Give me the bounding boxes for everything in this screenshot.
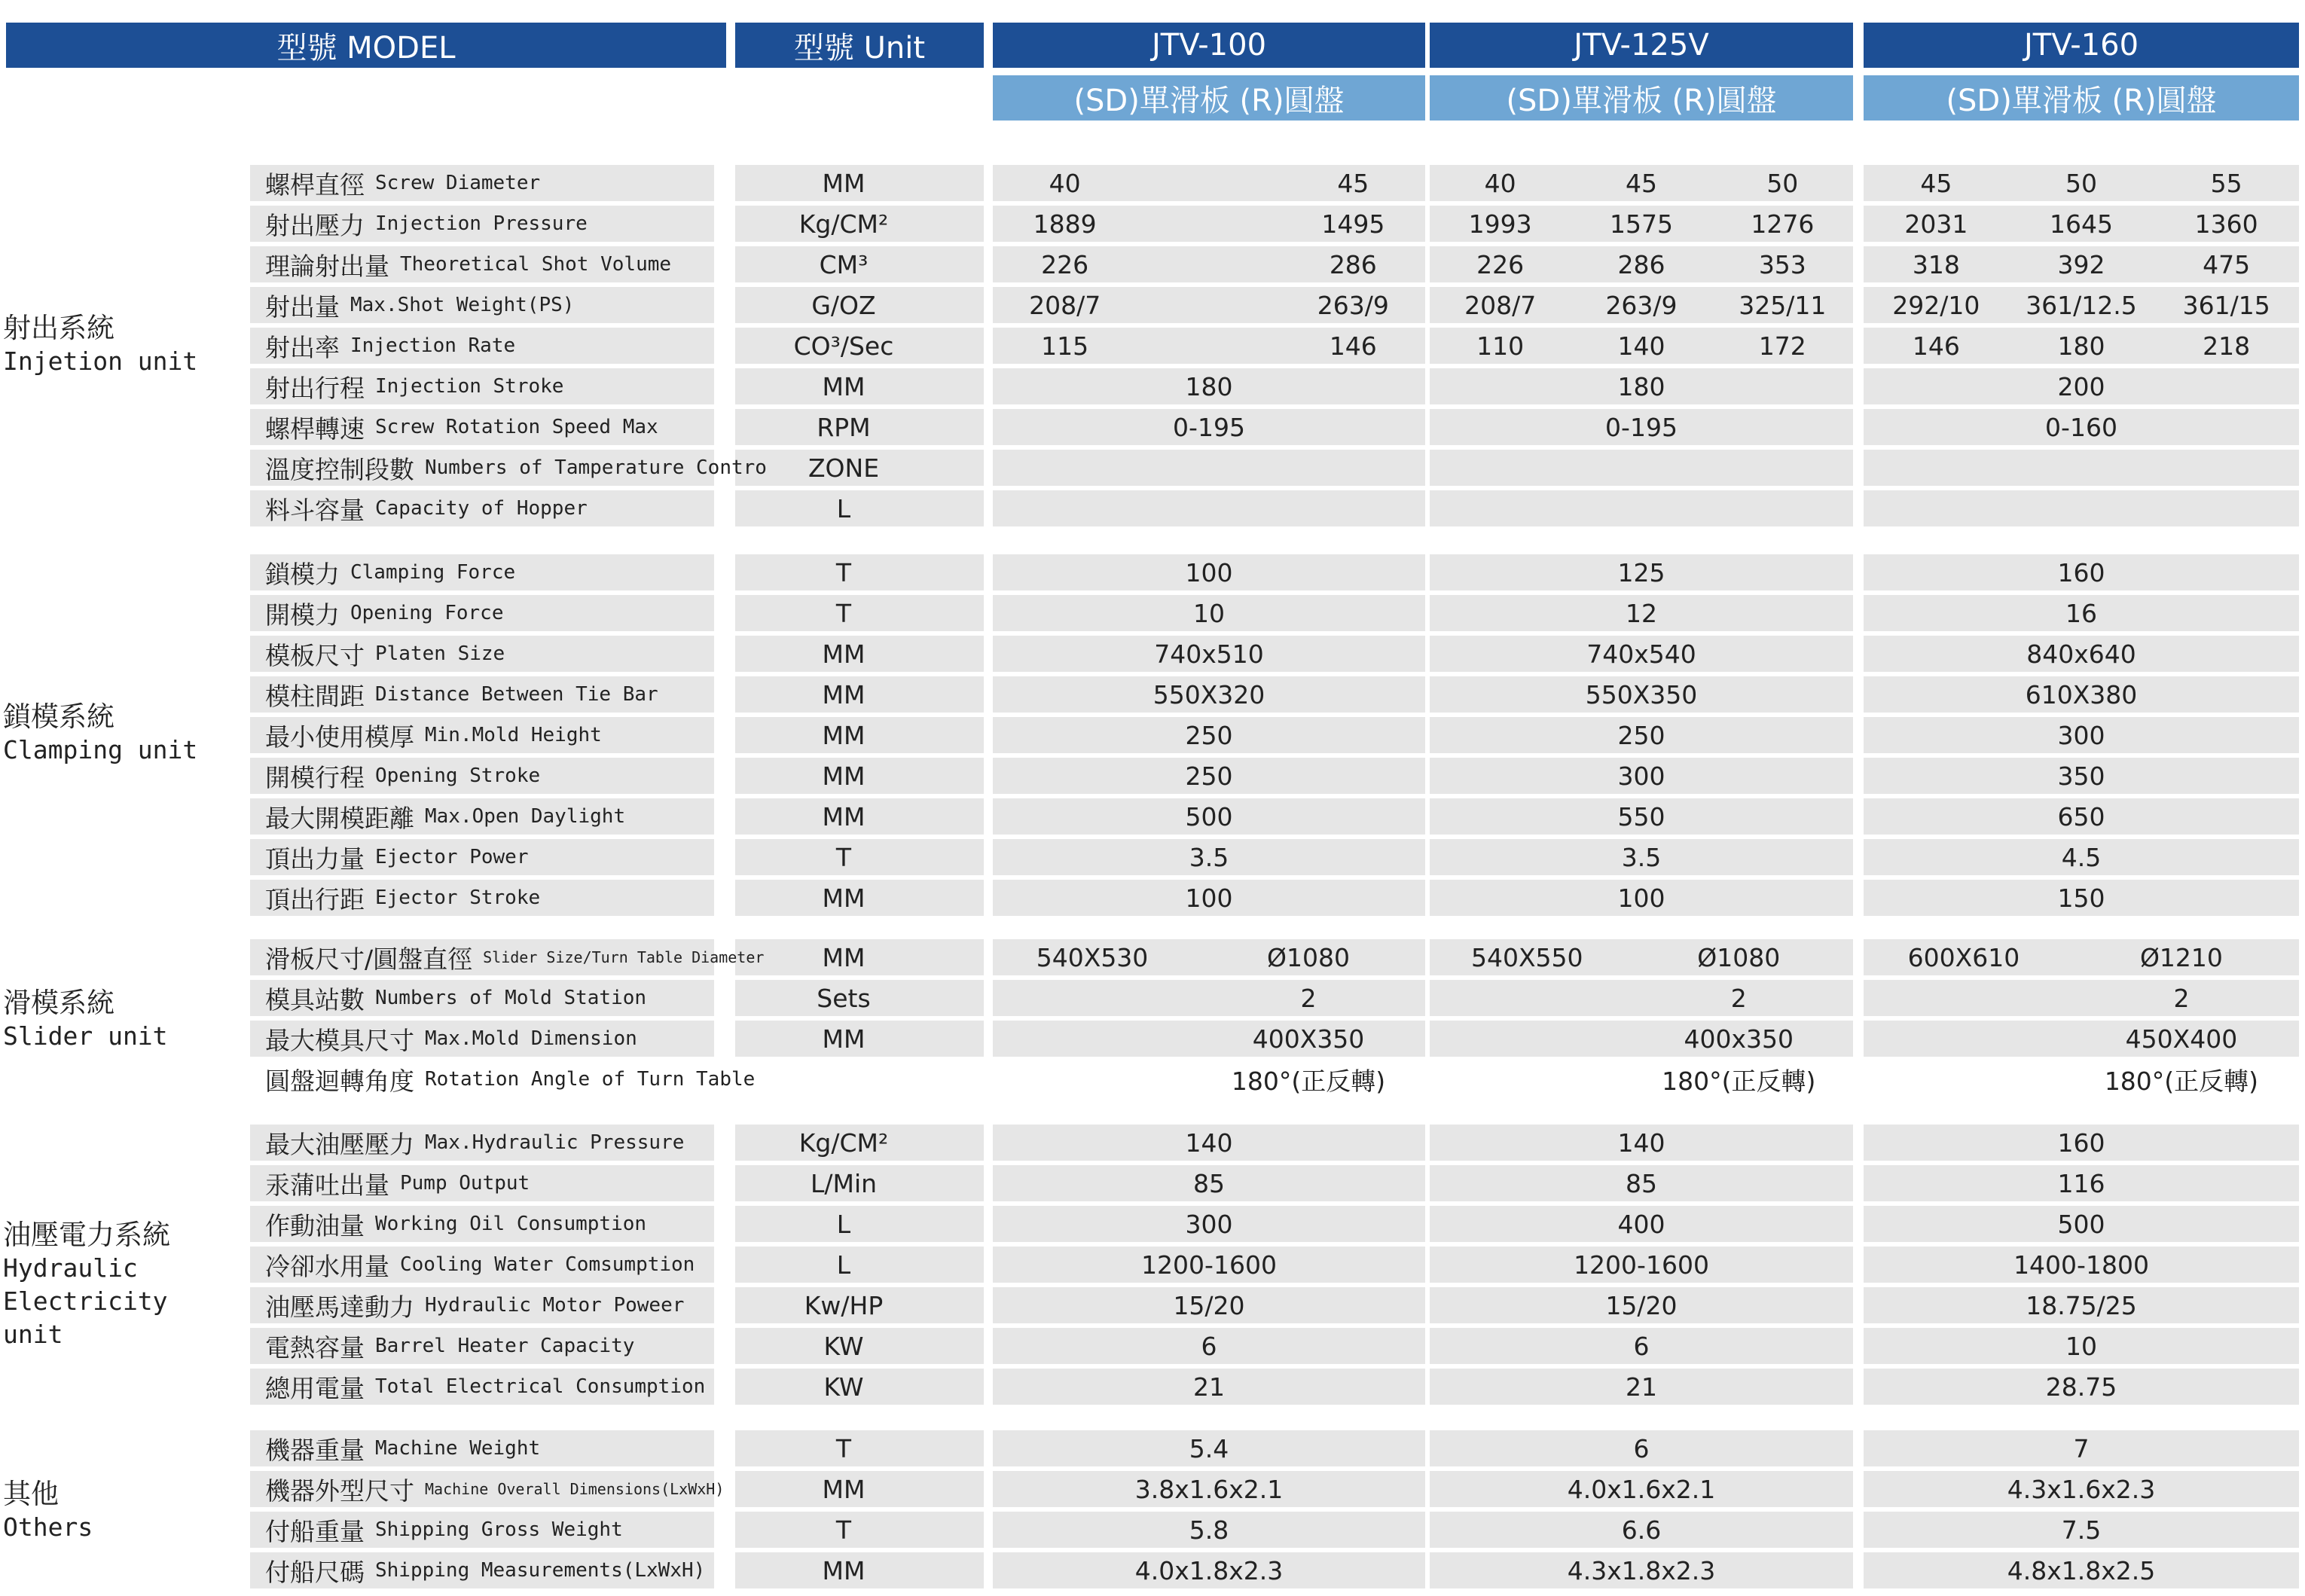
- spec-value: 1889: [1033, 209, 1097, 239]
- spec-label: [265, 1122, 726, 1163]
- spec-value: 16: [2065, 598, 2097, 628]
- spec-label-en: Injection Pressure: [375, 212, 588, 235]
- spec-value: Ø1210: [2139, 942, 2223, 972]
- spec-value: 318: [1912, 249, 1960, 279]
- spec-label-zh: 圓盤迴轉角度: [265, 1066, 414, 1096]
- spec-value: [1430, 488, 1853, 529]
- model-name-label: JTV-160: [2023, 28, 2139, 63]
- spec-value: 4.0x1.6x2.1: [1567, 1474, 1716, 1504]
- spec-value: 116: [2057, 1168, 2105, 1198]
- spec-label-en: Slider Size/Turn Table Diameter: [483, 948, 765, 966]
- spec-label: [265, 407, 726, 447]
- spec-value: 12: [1626, 598, 1657, 628]
- spec-label-zh: 頂出力量: [265, 844, 365, 874]
- spec-value: 4.5: [2061, 842, 2102, 872]
- spec-value: 180°(正反轉): [1662, 1066, 1816, 1096]
- spec-label-zh: 鎖模力: [265, 559, 340, 589]
- spec-label-zh: 理論射出量: [265, 251, 389, 281]
- spec-label: [265, 1509, 726, 1550]
- spec-value: 540X530: [1036, 942, 1149, 972]
- spec-value: 45: [1625, 168, 1657, 198]
- spec-label-zh: 汞蒲吐出量: [265, 1170, 389, 1200]
- unit-header-label: 型號 Unit: [793, 30, 926, 66]
- spec-value: 475: [2203, 249, 2251, 279]
- spec-value: 208/7: [1464, 290, 1537, 320]
- spec-label: [265, 674, 726, 715]
- spec-value: 286: [1329, 249, 1377, 279]
- spec-label: [265, 1326, 726, 1366]
- spec-label-en: Max.Shot Weight(PS): [350, 294, 575, 316]
- spec-value: 6: [1633, 1433, 1650, 1463]
- spec-value: 0-195: [1173, 412, 1245, 442]
- spec-value: 1276: [1751, 209, 1815, 239]
- section-hydraulic: [3, 1219, 237, 1351]
- spec-unit: ZONE: [808, 453, 880, 483]
- spec-value: [1430, 447, 1853, 488]
- spec-unit: MM: [822, 679, 866, 710]
- spec-value: 85: [1193, 1168, 1225, 1198]
- spec-value: 0-195: [1605, 412, 1678, 442]
- spec-value: 40: [1484, 168, 1516, 198]
- section-slider: [3, 987, 168, 1053]
- spec-unit: MM: [822, 761, 866, 791]
- spec-label-zh: 付船重量: [265, 1516, 365, 1546]
- spec-value: 300: [1185, 1209, 1233, 1239]
- spec-value: 140: [1617, 331, 1665, 361]
- spec-value: 1993: [1468, 209, 1532, 239]
- spec-label-en: Cooling Water Comsumption: [400, 1253, 695, 1276]
- spec-value: 1360: [2194, 209, 2258, 239]
- spec-unit: G/OZ: [811, 290, 876, 320]
- model-name-label: JTV-100: [1151, 28, 1267, 63]
- spec-value: 292/10: [1892, 290, 1980, 320]
- spec-value: 208/7: [1029, 290, 1101, 320]
- spec-label-en: Max.Hydraulic Pressure: [425, 1131, 685, 1154]
- spec-unit: MM: [822, 942, 866, 972]
- spec-label-zh: 作動油量: [265, 1210, 365, 1240]
- spec-label: [265, 1285, 726, 1326]
- spec-label: [265, 1204, 726, 1244]
- spec-label: [265, 877, 726, 918]
- spec-value: 740x510: [1154, 639, 1264, 669]
- spec-unit: T: [835, 1433, 852, 1463]
- spec-value: 4.3x1.6x2.3: [2007, 1474, 2156, 1504]
- spec-unit: [735, 1059, 952, 1100]
- spec-label-zh: 付船尺碼: [265, 1557, 365, 1587]
- spec-label: [265, 285, 726, 325]
- spec-label: [265, 937, 765, 978]
- spec-label-en: Platen Size: [375, 642, 505, 665]
- spec-label-zh: 冷卻水用量: [265, 1251, 389, 1281]
- spec-value: 250: [1185, 761, 1233, 791]
- spec-label: [265, 1244, 726, 1285]
- spec-value: 160: [2057, 1128, 2105, 1158]
- section-zh: 鎖模系統: [3, 700, 114, 733]
- spec-value: 21: [1193, 1372, 1225, 1402]
- spec-value: 400: [1617, 1209, 1665, 1239]
- section-en: Injetion unit: [3, 346, 198, 376]
- spec-label-en: Shipping Gross Weight: [375, 1518, 623, 1541]
- spec-value: 140: [1617, 1128, 1665, 1158]
- spec-label: [265, 552, 726, 593]
- model-sub-label: (SD)單滑板 (R)圓盤: [1946, 83, 2217, 118]
- spec-value: 540X550: [1470, 942, 1583, 972]
- spec-value: 7.5: [2061, 1515, 2102, 1545]
- spec-value: 45: [1337, 168, 1369, 198]
- spec-value: 1575: [1610, 209, 1673, 239]
- spec-label-zh: 機器重量: [265, 1435, 365, 1465]
- spec-value: 7: [2073, 1433, 2090, 1463]
- spec-value: 840x640: [2026, 639, 2136, 669]
- spec-value: 180: [2057, 331, 2105, 361]
- spec-value: 226: [1476, 249, 1525, 279]
- spec-label-zh: 電熱容量: [265, 1332, 365, 1363]
- spec-label-zh: 最大模具尺寸: [265, 1025, 414, 1055]
- spec-label-zh: 總用電量: [265, 1373, 365, 1403]
- spec-value: 10: [2065, 1331, 2097, 1361]
- spec-value: 3.8x1.6x2.1: [1134, 1474, 1284, 1504]
- spec-value: 300: [2057, 720, 2105, 750]
- section-others: [3, 1478, 93, 1544]
- spec-value: 6: [1633, 1331, 1650, 1361]
- spec-label-en: Barrel Heater Capacity: [375, 1335, 635, 1357]
- spec-value: 450X400: [2125, 1024, 2238, 1054]
- spec-value: 200: [2057, 371, 2105, 401]
- spec-unit: Kg/CM²: [798, 1128, 889, 1158]
- spec-unit: MM: [822, 639, 866, 669]
- spec-unit: KW: [823, 1331, 864, 1361]
- spec-value: 600X610: [1907, 942, 2020, 972]
- spec-value: 5.8: [1189, 1515, 1229, 1545]
- spec-unit: MM: [822, 1474, 866, 1504]
- spec-value: 4.8x1.8x2.5: [2007, 1555, 2156, 1585]
- model-sub-jtv160: [1864, 75, 2299, 121]
- spec-value: 1200-1600: [1574, 1250, 1709, 1280]
- spec-unit: T: [835, 842, 852, 872]
- spec-label-en: Machine Overall Dimensions(LxWxH): [425, 1480, 725, 1498]
- spec-value: 250: [1617, 720, 1665, 750]
- spec-unit: CM³: [819, 249, 869, 279]
- spec-value: 4.0x1.8x2.3: [1134, 1555, 1284, 1585]
- spec-unit: RPM: [817, 412, 871, 442]
- spec-value: 3.5: [1621, 842, 1662, 872]
- spec-label-zh: 射出行程: [265, 373, 365, 403]
- spec-label-en: Screw Diameter: [375, 172, 541, 194]
- model-name-label: JTV-125V: [1574, 28, 1709, 63]
- spec-value: 325/11: [1739, 290, 1827, 320]
- spec-value: 218: [2203, 331, 2251, 361]
- spec-value: 172: [1758, 331, 1806, 361]
- spec-value: 500: [2057, 1209, 2105, 1239]
- spec-value: 28.75: [2045, 1372, 2117, 1402]
- section-en: Slider unit: [3, 1021, 168, 1051]
- spec-value: 250: [1185, 720, 1233, 750]
- spec-label-en: Max.Mold Dimension: [425, 1027, 637, 1050]
- spec-value: 15/20: [1605, 1290, 1678, 1320]
- spec-value: 55: [2210, 168, 2242, 198]
- spec-value: Ø1080: [1267, 942, 1350, 972]
- spec-value: 50: [2065, 168, 2097, 198]
- spec-value: 2: [1300, 983, 1317, 1013]
- spec-label-en: Screw Rotation Speed Max: [375, 416, 658, 438]
- section-en: Clamping unit: [3, 735, 198, 764]
- spec-unit: MM: [822, 801, 866, 832]
- spec-value: Ø1080: [1697, 942, 1781, 972]
- spec-value: 1400-1800: [2013, 1250, 2149, 1280]
- spec-label: [265, 366, 726, 407]
- spec-value: 50: [1766, 168, 1799, 198]
- spec-value: 6.6: [1621, 1515, 1662, 1545]
- spec-value: 45: [1920, 168, 1952, 198]
- spec-value: 263/9: [1605, 290, 1678, 320]
- spec-label: [265, 447, 767, 488]
- spec-label-zh: 頂出行距: [265, 884, 365, 914]
- spec-label-en: Min.Mold Height: [425, 724, 602, 746]
- spec-unit: MM: [822, 720, 866, 750]
- model-header: [6, 23, 726, 68]
- spec-unit: MM: [822, 1024, 866, 1054]
- spec-label-en: Ejector Stroke: [375, 886, 541, 909]
- spec-label-en: Total Electrical Consumption: [375, 1375, 706, 1398]
- spec-label-en: Ejector Power: [375, 846, 529, 868]
- spec-unit: MM: [822, 883, 866, 913]
- spec-value: 550X320: [1152, 679, 1265, 710]
- spec-unit: Kg/CM²: [798, 209, 889, 239]
- spec-value: 18.75/25: [2026, 1290, 2137, 1320]
- model-sub-jtv100: [993, 75, 1425, 121]
- section-zh: 油壓電力系統: [3, 1219, 170, 1251]
- spec-label-zh: 料斗容量: [265, 495, 365, 525]
- spec-value: 140: [1185, 1128, 1233, 1158]
- spec-label-zh: 螺桿轉速: [265, 413, 365, 444]
- spec-value: 21: [1626, 1372, 1657, 1402]
- spec-label: [265, 163, 726, 203]
- spec-value: [1864, 447, 2299, 488]
- spec-value: 180°(正反轉): [1231, 1066, 1386, 1096]
- spec-label-zh: 模具站數: [265, 984, 365, 1015]
- spec-value: 110: [1476, 331, 1525, 361]
- spec-label-en: Numbers of Tamperature Contro: [425, 456, 767, 479]
- section-zh: 其他: [3, 1478, 59, 1510]
- spec-label-zh: 螺桿直徑: [265, 169, 365, 200]
- spec-value: 2: [1730, 983, 1747, 1013]
- spec-value: 146: [1912, 331, 1960, 361]
- spec-unit: T: [835, 1515, 852, 1545]
- spec-value: 286: [1617, 249, 1665, 279]
- spec-value: 610X380: [2025, 679, 2138, 710]
- spec-value: [993, 447, 1425, 488]
- spec-value: 300: [1617, 761, 1665, 791]
- spec-label-zh: 油壓馬達動力: [265, 1292, 414, 1322]
- spec-value: 100: [1185, 557, 1233, 587]
- spec-value: 4.3x1.8x2.3: [1567, 1555, 1716, 1585]
- model-name-jtv160: [1864, 23, 2299, 68]
- spec-value: 1645: [2049, 209, 2113, 239]
- spec-label-en: Max.Open Daylight: [425, 805, 626, 828]
- spec-unit: L: [836, 1209, 851, 1239]
- spec-label-en: Machine Weight: [375, 1437, 541, 1460]
- spec-unit: KW: [823, 1372, 864, 1402]
- spec-label-zh: 模柱間距: [265, 681, 365, 711]
- spec-value: 361/12.5: [2026, 290, 2137, 320]
- spec-label-en: Hydraulic Motor Poweer: [425, 1294, 685, 1317]
- spec-unit: CO³/Sec: [793, 331, 894, 361]
- spec-value: 400x350: [1684, 1024, 1794, 1054]
- spec-label: [265, 1428, 726, 1469]
- spec-label: [265, 1550, 726, 1591]
- spec-value: 500: [1185, 801, 1233, 832]
- spec-value: 10: [1193, 598, 1225, 628]
- spec-label-en: Injection Stroke: [375, 375, 564, 398]
- spec-label-en: Rotation Angle of Turn Table: [425, 1068, 756, 1091]
- spec-label-en: Numbers of Mold Station: [375, 987, 647, 1009]
- spec-value: 226: [1041, 249, 1089, 279]
- spec-label: [265, 488, 726, 529]
- spec-label-zh: 射出率: [265, 332, 340, 362]
- spec-value: 146: [1329, 331, 1377, 361]
- spec-unit: MM: [822, 168, 866, 198]
- spec-value: 2031: [1904, 209, 1968, 239]
- spec-label-zh: 溫度控制段數: [265, 454, 414, 484]
- spec-label-zh: 最小使用模厚: [265, 722, 414, 752]
- model-header-label: 型號 MODEL: [276, 30, 456, 66]
- spec-label: [265, 593, 726, 633]
- spec-label-en: Opening Stroke: [375, 764, 541, 787]
- spec-label: [265, 325, 726, 366]
- spec-value: 1200-1600: [1141, 1250, 1277, 1280]
- spec-value: 392: [2057, 249, 2105, 279]
- spec-value: 6: [1201, 1331, 1217, 1361]
- spec-label-zh: 射出量: [265, 291, 340, 322]
- spec-unit: L: [836, 493, 851, 523]
- spec-value: 125: [1617, 557, 1665, 587]
- spec-label: [265, 755, 726, 796]
- spec-value: 40: [1049, 168, 1081, 198]
- section-en: Hydraulic Electricity unit: [3, 1253, 168, 1349]
- model-sub-label: (SD)單滑板 (R)圓盤: [1506, 83, 1777, 118]
- section-zh: 射出系統: [3, 312, 114, 344]
- spec-value: 160: [2057, 557, 2105, 587]
- spec-label-zh: 開模力: [265, 600, 340, 630]
- spec-label: [265, 978, 726, 1018]
- spec-unit: MM: [822, 1555, 866, 1585]
- spec-unit: Kw/HP: [804, 1290, 884, 1320]
- spec-unit: T: [835, 557, 852, 587]
- spec-unit: Sets: [817, 983, 871, 1013]
- model-sub-label: (SD)單滑板 (R)圓盤: [1073, 83, 1345, 118]
- spec-value: [1864, 488, 2299, 529]
- spec-value: 180: [1617, 371, 1665, 401]
- spec-label-zh: 最大開模距離: [265, 803, 414, 833]
- spec-label-en: Injection Rate: [350, 334, 516, 357]
- spec-value: 15/20: [1173, 1290, 1245, 1320]
- spec-unit: L/Min: [810, 1168, 878, 1198]
- spec-value: 3.5: [1189, 842, 1229, 872]
- spec-label-zh: 最大油壓壓力: [265, 1129, 414, 1159]
- section-clamping: [3, 700, 197, 767]
- spec-label-zh: 射出壓力: [265, 210, 365, 240]
- spec-label: [265, 1163, 726, 1204]
- spec-label: [265, 837, 726, 877]
- spec-value: 100: [1185, 883, 1233, 913]
- section-en: Others: [3, 1512, 93, 1542]
- spec-value: 115: [1041, 331, 1089, 361]
- spec-value: 361/15: [2182, 290, 2270, 320]
- spec-label-en: Theoretical Shot Volume: [400, 253, 672, 276]
- spec-unit: MM: [822, 371, 866, 401]
- spec-label: [265, 1469, 726, 1509]
- unit-header: [735, 23, 984, 68]
- spec-label-en: Working Oil Consumption: [375, 1213, 647, 1235]
- spec-label-en: Capacity of Hopper: [375, 497, 588, 520]
- section-injection: [3, 312, 197, 378]
- spec-value: 0-160: [2045, 412, 2117, 442]
- spec-label: [265, 1018, 726, 1059]
- spec-value: 400X350: [1252, 1024, 1365, 1054]
- spec-value: 150: [2057, 883, 2105, 913]
- spec-label-en: Distance Between Tie Bar: [375, 683, 658, 706]
- spec-value: 85: [1626, 1168, 1657, 1198]
- model-sub-jtv125v: [1430, 75, 1853, 121]
- spec-value: [993, 488, 1425, 529]
- spec-value: 650: [2057, 801, 2105, 832]
- spec-label-en: Clamping Force: [350, 561, 516, 584]
- section-zh: 滑模系統: [3, 987, 114, 1019]
- spec-value: 550: [1617, 801, 1665, 832]
- spec-value: 5.4: [1189, 1433, 1229, 1463]
- spec-value: 550X350: [1585, 679, 1698, 710]
- spec-label-en: Shipping Measurements(LxWxH): [375, 1559, 706, 1582]
- spec-label: [265, 203, 726, 244]
- spec-value: 2: [2173, 983, 2190, 1013]
- model-name-jtv125v: [1430, 23, 1853, 68]
- spec-value: 353: [1758, 249, 1806, 279]
- spec-label-en: Pump Output: [400, 1172, 530, 1195]
- spec-value: 180: [1185, 371, 1233, 401]
- spec-unit: L: [836, 1250, 851, 1280]
- spec-value: 263/9: [1317, 290, 1389, 320]
- spec-label: [265, 1059, 756, 1100]
- spec-label-zh: 模板尺寸: [265, 640, 365, 670]
- spec-value: 1495: [1321, 209, 1385, 239]
- model-name-jtv100: [993, 23, 1425, 68]
- spec-value: 180°(正反轉): [2104, 1066, 2259, 1096]
- spec-label-en: Opening Force: [350, 602, 504, 624]
- spec-label: [265, 715, 726, 755]
- spec-unit: T: [835, 598, 852, 628]
- spec-label: [265, 796, 726, 837]
- spec-value: 350: [2057, 761, 2105, 791]
- spec-label: [265, 633, 726, 674]
- spec-value: 740x540: [1586, 639, 1696, 669]
- spec-value: 100: [1617, 883, 1665, 913]
- spec-label-zh: 開模行程: [265, 762, 365, 792]
- spec-label-zh: 機器外型尺寸: [265, 1475, 414, 1506]
- spec-label: [265, 1366, 726, 1407]
- spec-label-zh: 滑板尺寸/圓盤直徑: [265, 944, 473, 974]
- spec-label: [265, 244, 726, 285]
